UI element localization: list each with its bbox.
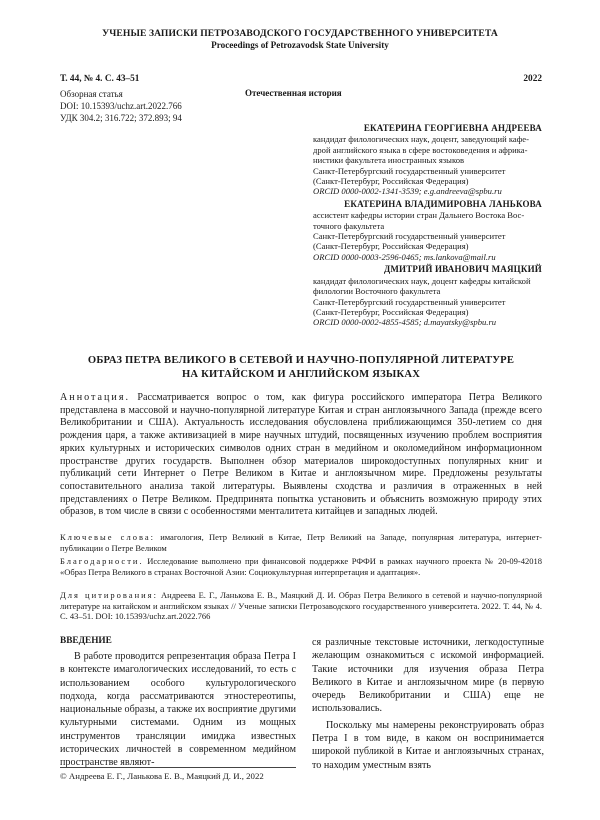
author-affiliation: филологии Восточного факультета [313, 286, 441, 297]
funding [60, 556, 542, 577]
article-title [60, 354, 542, 381]
intro-paragraph: В работе проводится репрезентация образа Петра I в контексте имагологических исследований, то есть с использованием особого культурологического подхода, когда рассматриваются этностереотипы, национальные образы, а также их восприятие другими культурными системами. Одним из мощных инструментов трансляции имиджа известных исторических личностей в современном медийном пространстве являют- [60, 651, 297, 769]
author-affiliation: Санкт-Петербургский государственный университет [313, 231, 506, 242]
abstract [60, 392, 542, 519]
intro-heading: ВВЕДЕНИЕ [60, 636, 112, 646]
author-orcid: ORCID 0000-0002-1341-3539; e.g.andreeva@spbu.ru [313, 186, 502, 197]
intro-left-column [60, 650, 296, 770]
author-affiliation: (Санкт-Петербург, Российская Федерация) [313, 176, 469, 187]
udc: УДК 304.2; 316.722; 372.893; 94 [60, 113, 182, 124]
journal-name-en: Proceedings of Petrozavodsk State University [211, 40, 389, 50]
copyright: © Андреева Е. Г., Ланькова Е. В., Маяцкий Д. И., 2022 [60, 771, 264, 781]
funding-label: Благодарности. [60, 556, 144, 566]
author-affiliation: точного факультета [313, 220, 385, 231]
author-affiliation: (Санкт-Петербург, Российская Федерация) [313, 241, 469, 252]
author-name: ДМИТРИЙ ИВАНОВИЧ МАЯЦКИЙ [383, 264, 542, 275]
author-affiliation: Санкт-Петербургский государственный университет [313, 296, 506, 307]
author [313, 264, 542, 327]
keywords [60, 532, 542, 553]
article-type: Обзорная статья [60, 89, 123, 99]
intro-paragraph: Поскольку мы намерены реконструировать образ Петра I в том виде, в каком он воспринимается широкой публикой в Китае и англоязычных странах, то находим уместным взять [312, 719, 544, 771]
title-line: ОБРАЗ ПЕТРА ВЕЛИКОГО В СЕТЕВОЙ И НАУЧНО-ПОПУЛЯРНОЙ ЛИТЕРАТУРЕ [87, 355, 515, 366]
author-affiliation: нистики факультета иностранных языков [313, 155, 465, 166]
journal-header [0, 28, 600, 50]
volume-info: Т. 44, № 4. С. 43–51 [60, 74, 140, 84]
author [313, 199, 542, 262]
author [313, 123, 542, 197]
author-affiliation: дрой английского языка в сфере востоковедения и африка- [313, 144, 528, 155]
doi: DOI: 10.15393/uchz.art.2022.766 [60, 101, 182, 112]
intro-right-column [312, 636, 544, 772]
author-name: ЕКАТЕРИНА ВЛАДИМИРОВНА ЛАНЬКОВА [344, 198, 542, 209]
author-affiliation: кандидат филологических наук, доцент, заведующий кафе- [313, 134, 529, 145]
title-line: НА КИТАЙСКОМ И АНГЛИЙСКОМ ЯЗЫКАХ [181, 368, 421, 380]
abstract-text: Рассматривается вопрос о том, как фигура российского императора Петра Великого представлена в массовой и научно-популярной литературе Китая и стран англоязычного Запада (прежде всего Великобритании и США). Актуальность исследования обусловлена приближающимся 350-летием со дня рождения царя, а также активизацией в мире научных штудий, посвященных изучению проблем восприятия ярких культурных и исторических символов одних стран в медийном и околомедийном информационном пространстве других государств. Выполнен обзор материалов широкодоступных популярных книг и публикаций сети Интернет о Петре Великом в Китае и англоязычном мире. Предложены результаты сопоставительного анализа такой литературы. Выявлены сходства и различия в отраженных в ней представлениях о Петре Великом. Предпринята попытка установить и объяснить возможную природу этих образов, в том числе в связи с особенностями менталитета китайцев и западных людей. [60, 392, 542, 518]
author-affiliation: кандидат филологических наук, доцент кафедры китайской [313, 275, 531, 286]
author-affiliation: ассистент кафедры истории стран Дальнего Востока Вос- [313, 210, 525, 221]
author-name: ЕКАТЕРИНА ГЕОРГИЕВНА АНДРЕЕВА [363, 123, 542, 133]
abstract-label: Аннотация. [60, 392, 130, 403]
section-name: Отечественная история [245, 88, 342, 98]
author-orcid: ORCID 0000-0003-2596-0465; ms.lankova@mail.ru [313, 251, 496, 262]
funding-text: Исследование выполнено при финансовой поддержке РФФИ в рамках научного проекта № 20-09-42018 «Образ Петра Великого в странах Восточной Азии: Социокультурная интерпретация и адаптация». [60, 556, 542, 577]
authors-block [313, 123, 542, 330]
journal-name: УЧЕНЫЕ ЗАПИСКИ ПЕТРОЗАВОДСКОГО ГОСУДАРСТВЕННОГО УНИВЕРСИТЕТА [102, 28, 498, 39]
keywords-label: Ключевые слова: [60, 532, 155, 542]
author-orcid: ORCID 0000-0002-4855-4585; d.mayatsky@spbu.ru [313, 317, 497, 328]
citation [60, 590, 542, 622]
year: 2022 [523, 74, 542, 84]
meta-row [60, 74, 542, 84]
author-affiliation: (Санкт-Петербург, Российская Федерация) [313, 306, 469, 317]
author-affiliation: Санкт-Петербургский государственный университет [313, 165, 506, 176]
citation-text: Андреева Е. Г., Ланькова Е. В., Маяцкий Д. И. Образ Петра Великого в сетевой и научно-популярной литературе на китайском и английском языках // Ученые записки Петрозаводского государственного университета. 2022. Т. 44, № 4. С. 43–51. DOI: 10.15393/uchz.art.2022.766 [60, 590, 542, 621]
keywords-text: имагология, Петр Великий в Китае, Петр Великий на Западе, популярная литература, интернет-публикации о Петре Великом [60, 532, 542, 553]
intro-paragraph: ся различные текстовые источники, легкодоступные желающим ознакомиться с искомой информацией. Такие источники для изучения образа Петра Великого в Китае и англоязычном мире (в первую очередь Великобритании и США) еще не использовались. [312, 637, 544, 715]
footnote-divider [60, 767, 296, 768]
citation-label: Для цитирования: [60, 590, 158, 600]
article-meta [60, 88, 182, 125]
